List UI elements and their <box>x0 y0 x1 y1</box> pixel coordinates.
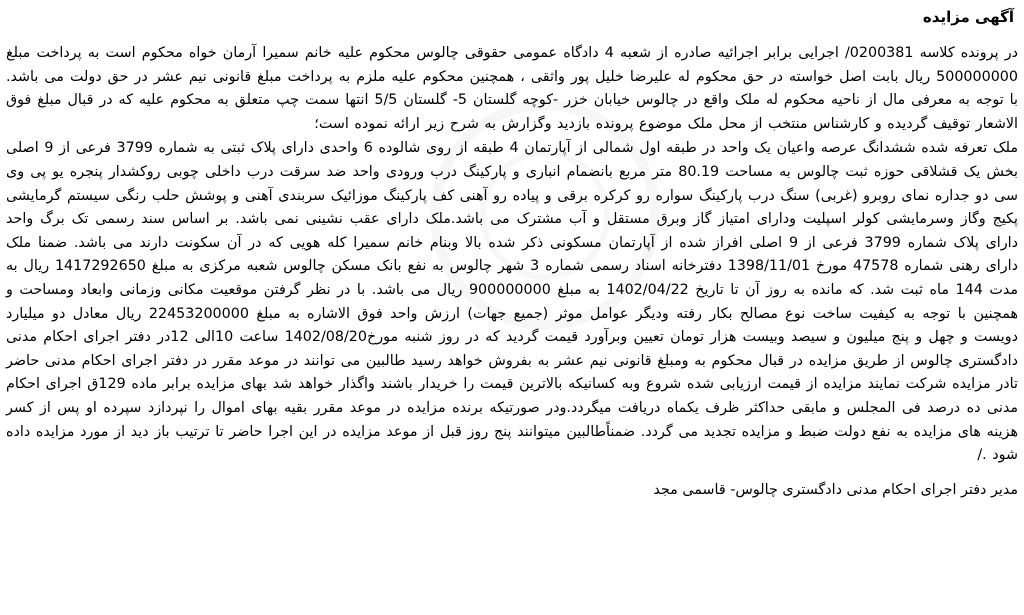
notice-signature: مدیر دفتر اجرای احکام مدنی دادگستری چالوس- قاسمی مجد <box>653 481 1018 498</box>
notice-paragraph-case: در پرونده کلاسه 0200381/ اجرایی برابر اجرائیه صادره از شعبه 4 دادگاه عمومی حقوقی چالوس محکوم علیه خانم سمیرا آرمان خواه محکوم است به پرداخت مبلغ 500000000 ریال بابت اصل خواسته در حق محکوم له علیرضا خلیل پور واثقی ، همچنین محکوم علیه ملزم به پرداخت مبلغ قانونی نیم عشر در حق دولت می باشد. با توجه به معرفی مال از ناحیه محکوم له ملک واقع در چالوس خیابان خزر -کوچه گلستان 5- گلستان 5/5 انتها سمت چپ متعلق به محکوم علیه که در قبال مبلغ فوق الاشعار توقیف گردیده و کارشناس منتخب از محل ملک موضوع پرونده بازدید وگزارش به شرح زیر ارائه نموده است؛ <box>6 45 1018 132</box>
notice-title: آگهی مزایده <box>922 8 1014 26</box>
notice-paragraph-property: ملک تعرفه شده ششدانگ عرصه واعیان یک واحد در طبقه اول شمالی از آپارتمان 4 طبقه از روی شالوده 6 واحدی دارای پلاک ثبتی به شماره 3799 فرعی از 9 اصلی بخش یک قشلاقی حوزه ثبت چالوس به مساحت 80.19 متر مربع بانضمام انباری و پارکینگ درب ورودی واحد ضد سرقت درب داخلی چوبی روکشدار پنجره یو پی وی سی دو جداره نمای روبرو (غربی) سنگ درب پارکینگ سواره رو کرکره برقی و پیاده رو آهنی کف پارکینگ موزائیک سربندی آهنی و پوشش حلب رنگی سیستم گرمایشی پکیج وگاز وسرمایشی کولر اسپلیت ودارای امتیاز گاز وبرق مستقل و آب مشترک می باشد.ملک دارای عقب نشینی نمی باشد. بر اساس سند رسمی تک برگ واحد دارای پلاک شماره 3799 فرعی از 9 اصلی افراز شده از آپارتمان مسکونی ذکر شده بالا وبنام خانم سمیرا کله هویی که در آن سکونت دارند می باشد. ضمنا ملک دارای رهنی شماره 47578 مورخ 1398/11/01 دفترخانه اسناد رسمی شماره 3 شهر چالوس به نفع بانک مسکن چالوس شعبه مرکزی به مبلغ 1417292650 ریال به مدت 144 ماه ثبت شد. که مانده به روز آن تا تاریخ 1402/04/22 به مبلغ 900000000 ریال می باشد. با در نظر گرفتن موقعیت مکانی وزمانی وابعاد ومساحت و همچنین با توجه به کیفیت ساخت نوع مصالح بکار رفته وديگر عوامل موثر (جمیع جهات) ارزش واحد فوق الاشاره به مبلغ 22453200000 ریال معادل دو میلیارد دویست و چهل و پنج میلیون و سیصد وبیست هزار تومان تعیین وبرآورد قیمت گردید که در روز شنبه مورخ1402/08/20 ساعت 10الی 12در دفتر اجرای احکام مدنی دادگستری چالوس از طریق مزایده در قبال محکوم به ومبلغ قانونی نیم عشر به بفروش خواهد رسید طالبین می توانند در موعد مقرر در دفتر اجرای احکام مدنی حاضر تادر مزایده شرکت نمایند مزایده از قیمت ارزیابی شده شروع وبه کسانیکه بالاترین قیمت را خریدار باشند واگذار خواهد شد بهای مزایده برابر ماده 129ق اجرای احکام مدنی ده درصد فی المجلس و مابقی حداکثر ظرف یکماه دریافت میگردد.ودر صورتیکه برنده مزایده در موعد مقرر بقیه بهای اموال را نپردازد سپرده او پس از کسر هزینه های مزایده به نفع دولت ضبط و مزایده تجدید می گردد. ضمناًطالبین میتوانند پنج روز قبل از موعد مزایده در این اجرا حاضر تا ترتیب باز دید از مورد مزایده داده شود ./ <box>6 140 1019 464</box>
